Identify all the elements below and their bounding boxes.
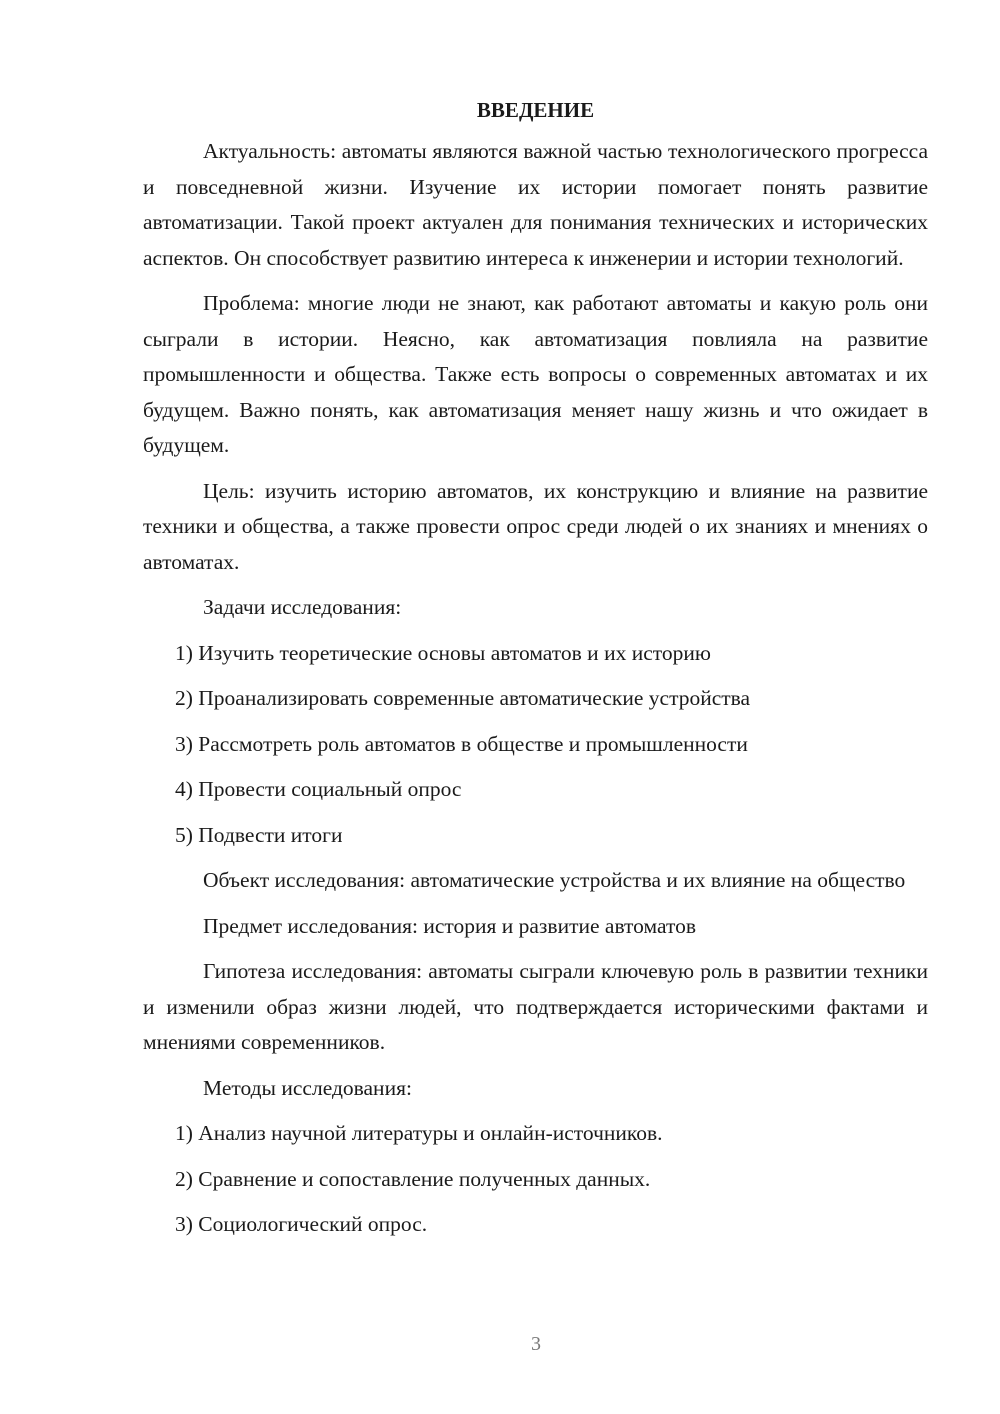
list-item: 5) Подвести итоги (175, 822, 343, 847)
hypothesis-paragraph: Гипотеза исследования: автоматы сыграли ключевую роль в развитии техники и изменили образ жизни людей, что подтверждается историческими фактами и мнениями современников. (143, 959, 928, 1054)
page-number: 3 (531, 1333, 541, 1355)
list-item: 1) Изучить теоретические основы автоматов и их историю (175, 640, 711, 665)
tasks-list (143, 636, 928, 854)
methods-heading: Методы исследования: (203, 1075, 412, 1100)
list-item: 3) Рассмотреть роль автоматов в обществе и промышленности (175, 731, 748, 756)
tasks-heading: Задачи исследования: (203, 595, 402, 619)
list-item: 2) Сравнение и сопоставление полученных данных. (175, 1166, 651, 1191)
object-paragraph: Объект исследования: автоматические устройства и их влияние на общество (203, 868, 906, 892)
problem-paragraph: Проблема: многие люди не знают, как работают автоматы и какую роль они сыграли в истории. Неясно, как автоматизация повлияла на развитие промышленности и общества. Также есть вопросы о современных автоматах и их будущем. Важно понять, как автоматизация меняет нашу жизнь и что ожидает в будущем. (143, 291, 928, 457)
list-item: 4) Провести социальный опрос (175, 777, 462, 801)
list-item: 3) Социологический опрос. (175, 1212, 428, 1236)
goal-paragraph: Цель: изучить историю автоматов, их конструкцию и влияние на развитие техники и общества, а также провести опрос среди людей о их знаниях и мнениях о автоматах. (143, 478, 928, 574)
list-item: 1) Анализ научной литературы и онлайн-источников. (175, 1121, 663, 1145)
page-title: ВВЕДЕНИЕ (476, 98, 595, 122)
relevance-paragraph: Актуальность: автоматы являются важной частью технологического прогресса и повседневной жизни. Изучение их истории помогает понять развитие автоматизации. Такой проект актуален для понимания технических и исторических аспектов. Он способствует развитию интереса к инженерии и истории технологий. (143, 139, 928, 270)
list-item: 2) Проанализировать современные автоматические устройства (175, 686, 751, 710)
document-page (143, 92, 928, 1253)
subject-paragraph: Предмет исследования: история и развитие автоматов (203, 913, 696, 938)
methods-list (143, 1116, 928, 1243)
